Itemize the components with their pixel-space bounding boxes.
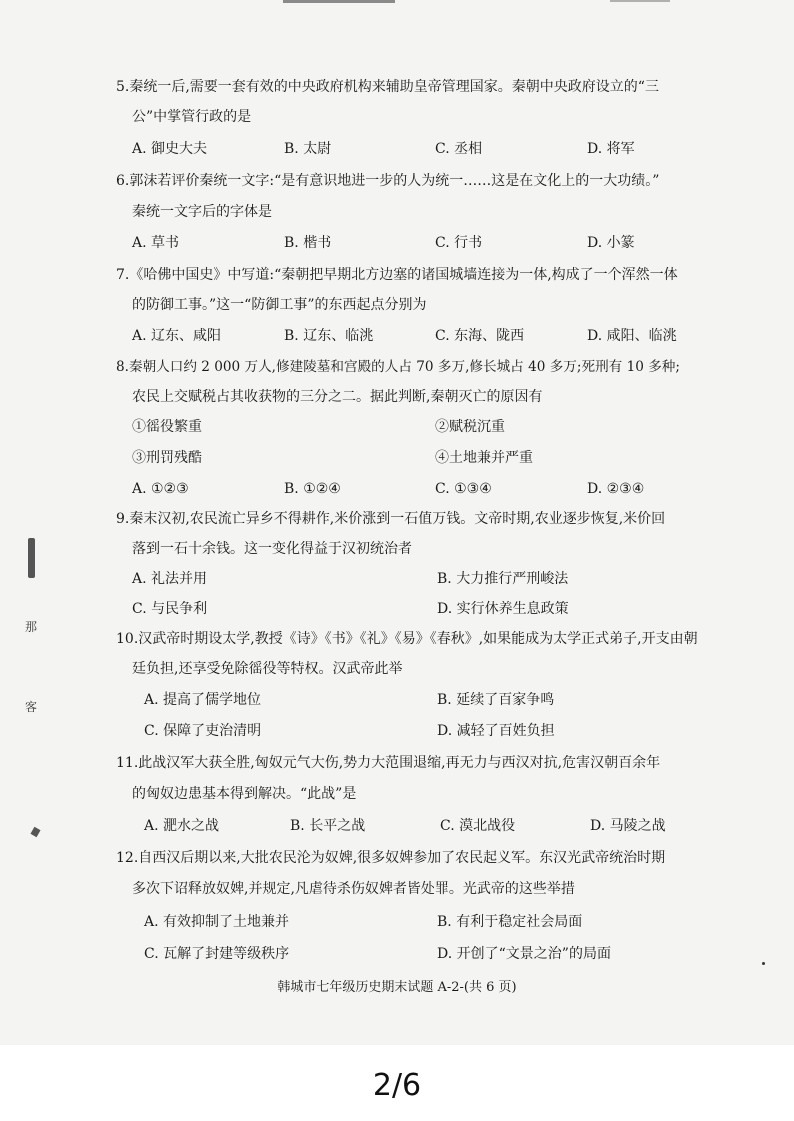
question-7-line-1: 7.《哈佛中国史》中写道:“秦朝把早期北方边塞的诸国城墙连接为一体,构成了一个浑然一体 <box>116 267 678 283</box>
question-5-line-1: 5.秦统一后,需要一套有效的中央政府机构来辅助皇帝管理国家。秦朝中央政府设立的“三 <box>116 79 659 95</box>
question-8-item-2: ②赋税沉重 <box>435 419 505 435</box>
scan-top-mark <box>283 0 395 3</box>
question-8-option-c: C. ①③④ <box>435 481 492 497</box>
question-8-option-b: B. ①②④ <box>284 481 341 497</box>
question-10-option-d: D. 减轻了百姓负担 <box>437 723 555 739</box>
question-11-line-2: 的匈奴边患基本得到解决。“此战”是 <box>132 786 357 802</box>
question-12-option-c: C. 瓦解了封建等级秩序 <box>144 946 290 962</box>
side-label-1: 那 <box>25 620 38 634</box>
question-10-option-a: A. 提高了儒学地位 <box>144 692 262 708</box>
scan-top-mark-2 <box>610 0 670 2</box>
question-10-line-1: 10.汉武帝时期设太学,教授《诗》《书》《礼》《易》《春秋》,如果能成为太学正式弟子,开支由朝 <box>116 631 698 647</box>
page-footer: 韩城市七年级历史期末试题 A-2-(共 6 页) <box>277 980 517 995</box>
question-10-option-c: C. 保障了吏治清明 <box>144 723 262 739</box>
question-9-option-c: C. 与民争利 <box>132 601 208 617</box>
question-8-line-1: 8.秦朝人口约 2 000 万人,修建陵墓和宫殿的人占 70 多万,修长城占 40 多万;死刑有 10 多种; <box>116 359 680 375</box>
side-label-2: 客 <box>25 700 38 714</box>
question-12-line-1: 12.自西汉后期以来,大批农民沦为奴婢,很多奴婢参加了农民起义军。东汉光武帝统治时期 <box>116 850 666 866</box>
question-6-option-c: C. 行书 <box>435 235 483 251</box>
question-5-option-a: A. 御史大夫 <box>132 141 208 157</box>
question-9-option-a: A. 礼法并用 <box>132 571 208 587</box>
question-12-option-a: A. 有效抑制了土地兼并 <box>144 914 290 930</box>
question-9-option-b: B. 大力推行严刑峻法 <box>437 571 569 587</box>
question-5-option-c: C. 丞相 <box>435 141 483 157</box>
question-8-item-3: ③刑罚残酷 <box>132 450 202 466</box>
question-7-line-2: 的防御工事。”这一“防御工事”的东西起点分别为 <box>132 297 427 313</box>
question-12-option-b: B. 有利于稳定社会局面 <box>437 914 583 930</box>
question-12-option-d: D. 开创了“文景之治”的局面 <box>437 946 611 962</box>
scan-edge-mark-2 <box>30 827 40 837</box>
question-5-option-d: D. 将军 <box>587 141 635 157</box>
question-6-option-d: D. 小篆 <box>587 235 635 251</box>
scan-dot <box>762 962 765 965</box>
question-11-option-d: D. 马陵之战 <box>590 818 666 834</box>
question-6-option-b: B. 楷书 <box>284 235 332 251</box>
question-6-line-2: 秦统一文字后的字体是 <box>132 204 272 220</box>
question-6-line-1: 6.郭沫若评价秦统一文字:“是有意识地进一步的人为统一……这是在文化上的一大功绩。” <box>116 173 660 189</box>
question-11-option-c: C. 漠北战役 <box>440 818 516 834</box>
question-8-option-a: A. ①②③ <box>132 481 189 497</box>
question-7-option-a: A. 辽东、咸阳 <box>132 328 222 344</box>
question-9-line-2: 落到一石十余钱。这一变化得益于汉初统治者 <box>132 541 412 557</box>
question-10-line-2: 廷负担,还享受免除徭役等特权。汉武帝此举 <box>132 661 403 677</box>
question-10-option-b: B. 延续了百家争鸣 <box>437 692 555 708</box>
question-12-line-2: 多次下诏释放奴婢,并规定,凡虐待杀伤奴婢者皆处罪。光武帝的这些举措 <box>132 881 575 897</box>
question-8-line-2: 农民上交赋税占其收获物的三分之二。据此判断,秦朝灭亡的原因有 <box>132 389 543 405</box>
page-indicator: 2/6 <box>372 1068 422 1103</box>
question-8-option-d: D. ②③④ <box>587 481 645 497</box>
question-8-item-4: ④土地兼并严重 <box>435 450 533 466</box>
question-8-item-1: ①徭役繁重 <box>132 419 202 435</box>
question-9-option-d: D. 实行休养生息政策 <box>437 601 569 617</box>
question-6-option-a: A. 草书 <box>132 235 180 251</box>
question-7-option-c: C. 东海、陇西 <box>435 328 525 344</box>
question-7-option-d: D. 咸阳、临洮 <box>587 328 677 344</box>
question-11-line-1: 11.此战汉军大获全胜,匈奴元气大伤,势力大范围退缩,再无力与西汉对抗,危害汉朝百余年 <box>116 755 661 771</box>
question-11-option-a: A. 淝水之战 <box>144 818 220 834</box>
scan-edge-mark <box>28 538 35 578</box>
question-5-option-b: B. 太尉 <box>284 141 332 157</box>
question-11-option-b: B. 长平之战 <box>290 818 366 834</box>
question-5-line-2: 公”中掌管行政的是 <box>132 109 252 125</box>
question-7-option-b: B. 辽东、临洮 <box>284 328 374 344</box>
question-9-line-1: 9.秦末汉初,农民流亡异乡不得耕作,米价涨到一石值万钱。文帝时期,农业逐步恢复,米价回 <box>116 511 666 527</box>
